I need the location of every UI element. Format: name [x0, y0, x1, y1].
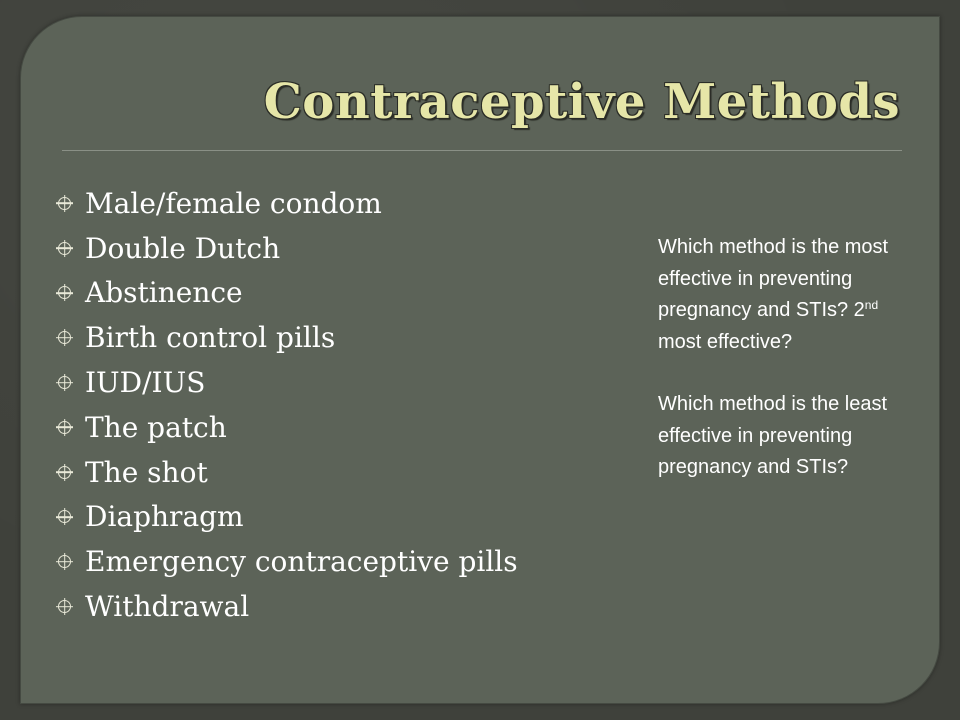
method-label: Withdrawal	[85, 590, 250, 624]
methods-list	[58, 181, 518, 629]
crosshair-bullet-icon	[58, 510, 71, 523]
crosshair-bullet-icon	[58, 555, 71, 568]
question-1-tail: most effective?	[658, 330, 793, 353]
method-label: The shot	[85, 455, 208, 489]
crosshair-bullet-icon	[58, 600, 71, 613]
question-1-text: Which method is the most effective in preventing pregnancy and STIs? 2	[658, 236, 889, 321]
list-item	[58, 450, 518, 495]
crosshair-bullet-icon	[58, 376, 71, 389]
list-item	[58, 315, 518, 360]
questions-box	[658, 232, 908, 484]
list-item	[58, 405, 518, 450]
method-label: Male/female condom	[85, 186, 382, 220]
list-item	[58, 226, 518, 271]
crosshair-bullet-icon	[58, 331, 71, 344]
list-item	[58, 181, 518, 226]
ordinal-superscript: nd	[864, 298, 879, 312]
title-divider	[62, 150, 902, 151]
crosshair-bullet-icon	[58, 466, 71, 479]
list-item	[58, 539, 518, 584]
method-label: Diaphragm	[85, 500, 244, 534]
method-label: IUD/IUS	[85, 366, 206, 400]
method-label: Abstinence	[85, 276, 243, 310]
slide-title: Contraceptive Methods	[263, 74, 900, 130]
method-label: The patch	[85, 410, 227, 444]
list-item	[58, 271, 518, 316]
method-label: Emergency contraceptive pills	[85, 545, 518, 579]
crosshair-bullet-icon	[58, 421, 71, 434]
crosshair-bullet-icon	[58, 197, 71, 210]
question-most-effective	[658, 232, 908, 358]
list-item	[58, 584, 518, 629]
crosshair-bullet-icon	[58, 242, 71, 255]
list-item	[58, 360, 518, 405]
crosshair-bullet-icon	[58, 286, 71, 299]
list-item	[58, 495, 518, 540]
method-label: Double Dutch	[85, 231, 281, 265]
method-label: Birth control pills	[85, 321, 336, 355]
question-least-effective: Which method is the least effective in preventing pregnancy and STIs?	[658, 393, 887, 478]
